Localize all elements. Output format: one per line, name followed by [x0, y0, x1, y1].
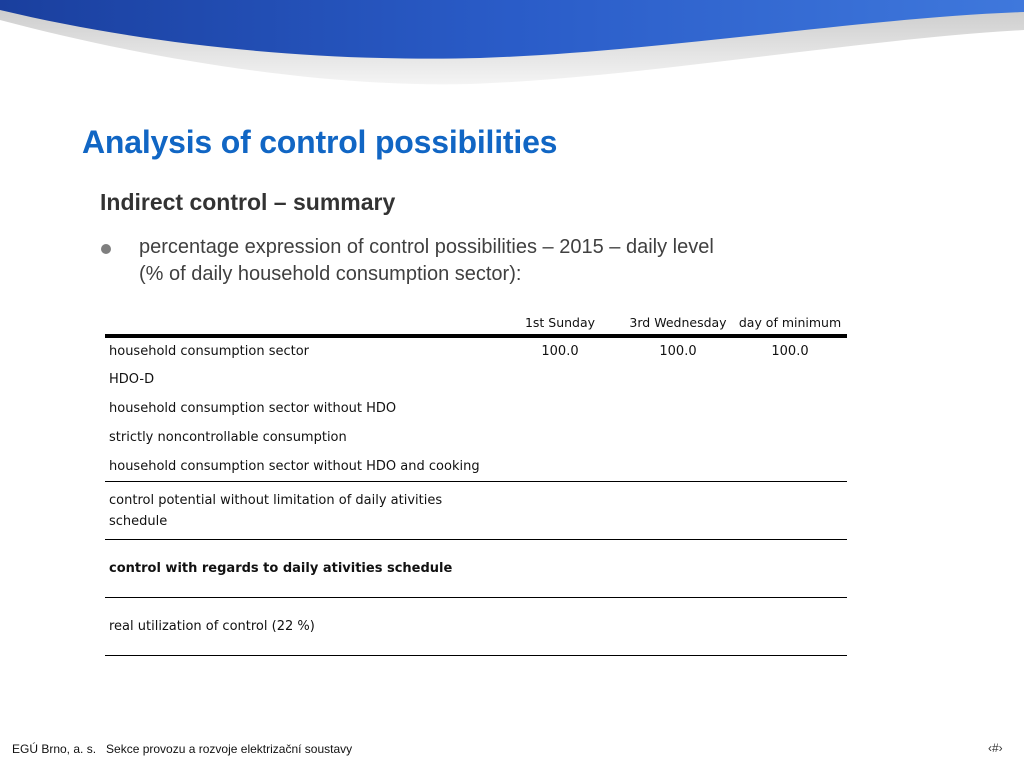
- cell-value: [623, 482, 733, 540]
- cell-value: [497, 482, 623, 540]
- table-row: [105, 336, 847, 365]
- row-label: household consumption sector without HDO and cooking: [105, 452, 497, 482]
- row-label: household consumption sector without HDO: [109, 401, 397, 416]
- cell-value: [623, 540, 733, 598]
- cell-value: [733, 423, 847, 452]
- table-row: [105, 540, 847, 598]
- row-label: strictly noncontrollable consumption: [109, 430, 347, 445]
- cell-value: [623, 394, 733, 423]
- cell-value: [623, 598, 733, 656]
- table-row: [105, 452, 847, 482]
- slide-title: Analysis of control possibilities: [82, 124, 558, 160]
- cell-value: [623, 423, 733, 452]
- bullet-text: [139, 234, 839, 288]
- table-row: [105, 394, 847, 423]
- cell-value: 100.0: [659, 344, 697, 359]
- cell-value: [497, 365, 623, 394]
- table-row: [105, 598, 847, 656]
- cell-value: [733, 540, 847, 598]
- row-label: control with regards to daily ativities schedule: [105, 540, 497, 598]
- cell-value: [497, 394, 623, 423]
- bullet-line-2: (% of daily household consumption sector):: [139, 263, 522, 285]
- cell-value: [733, 394, 847, 423]
- column-header-1st-sunday: 1st Sunday: [497, 306, 623, 336]
- cell-value: [623, 452, 733, 482]
- column-header-3rd-wednesday: 3rd Wednesday: [623, 306, 733, 336]
- slide-subtitle: Indirect control – summary: [100, 189, 396, 215]
- footer-organization: EGÚ Brno, a. s. Sekce provozu a rozvoje elektrizační soustavy: [12, 742, 353, 756]
- table-row: [105, 365, 847, 394]
- cell-value: [733, 598, 847, 656]
- cell-value: [733, 482, 847, 540]
- cell-value: 100.0: [771, 344, 809, 359]
- row-label: [105, 482, 497, 540]
- row-label: household consumption sector: [109, 344, 310, 359]
- bullet-line-1: percentage expression of control possibilities – 2015 – daily level: [139, 236, 714, 258]
- cell-value: [497, 452, 623, 482]
- header-swoosh-decoration: [0, 0, 1024, 110]
- column-header-day-of-minimum: day of minimum: [733, 306, 847, 336]
- column-header-label: [105, 306, 497, 336]
- cell-value: [497, 540, 623, 598]
- row-label: real utilization of control (22 %): [105, 598, 497, 656]
- cell-value: [733, 365, 847, 394]
- cell-value: [623, 365, 733, 394]
- cell-value: [497, 598, 623, 656]
- summary-table: [105, 306, 847, 656]
- table-header-row: [105, 306, 847, 336]
- row-label-line-1: control potential without limitation of daily ativities: [109, 492, 443, 508]
- cell-value: [497, 423, 623, 452]
- bullet-dot-icon: [101, 244, 111, 254]
- table-row: [105, 423, 847, 452]
- row-label: HDO-D: [109, 372, 155, 387]
- slide-number: ‹#›: [988, 741, 1003, 755]
- row-label-line-2: schedule: [109, 513, 168, 529]
- cell-value: [733, 452, 847, 482]
- cell-value: 100.0: [541, 344, 579, 359]
- table-row: [105, 482, 847, 540]
